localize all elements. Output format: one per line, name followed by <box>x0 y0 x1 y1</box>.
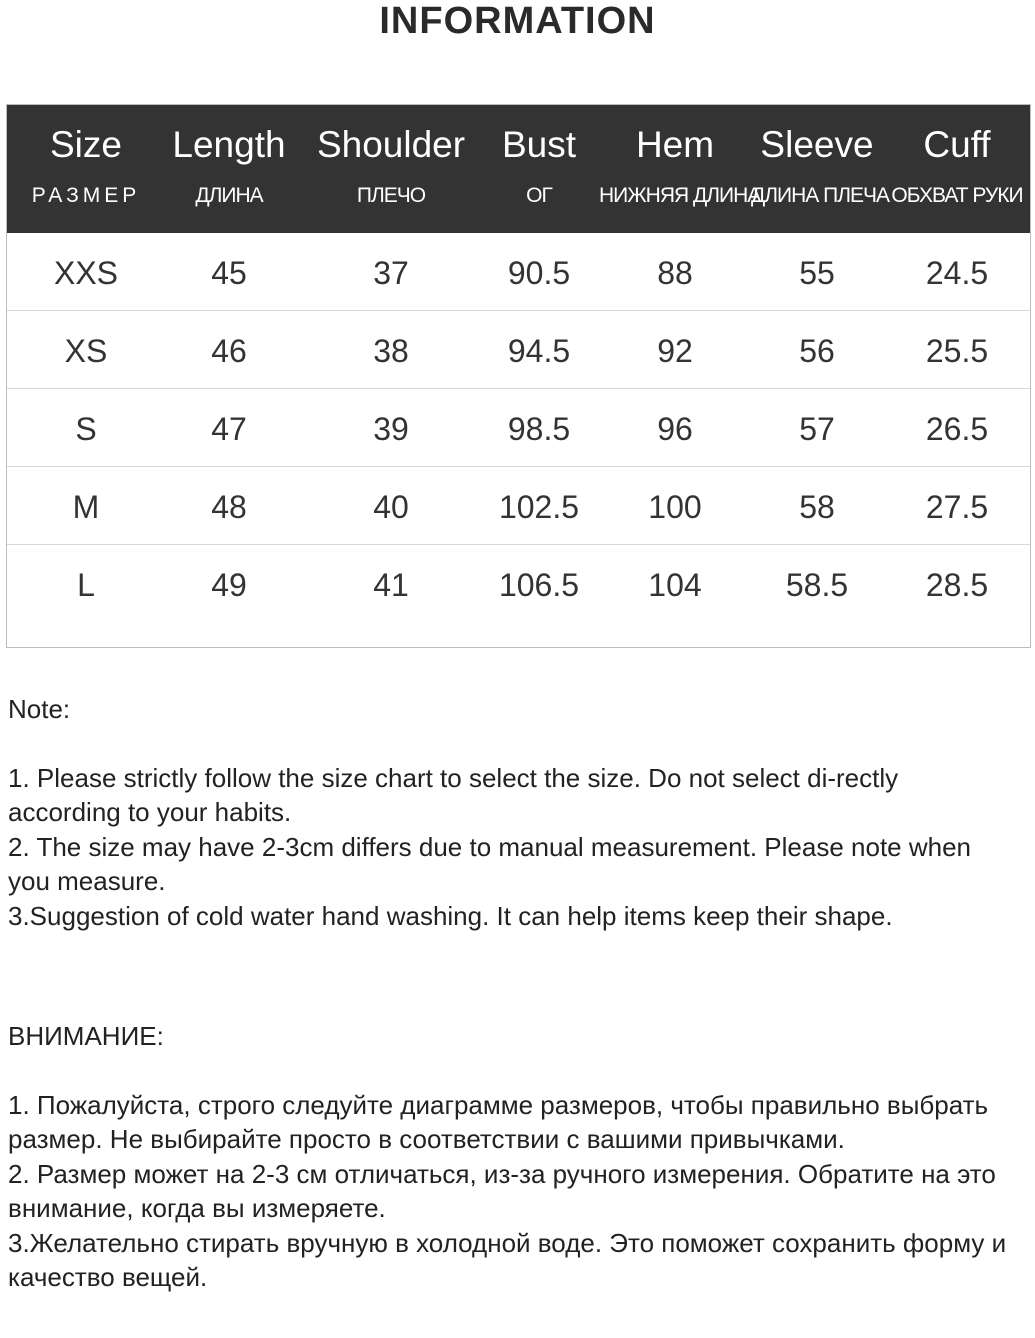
cell-hem: 96 <box>657 411 693 447</box>
cell-shoulder: 38 <box>373 333 409 369</box>
cell-sleeve: 57 <box>799 411 835 447</box>
cell-shoulder: 37 <box>373 255 409 291</box>
table-row <box>7 467 1030 545</box>
note-item: 3.Желательно стирать вручную в холодной воде. Это поможет сохранить форму и качество вещей. <box>8 1227 1007 1292</box>
cell-size: XXS <box>53 255 119 291</box>
cell-hem: 88 <box>657 255 693 291</box>
table-row <box>7 389 1030 467</box>
note-item: 2. The size may have 2-3cm differs due to manual measurement. Please note when you measure. <box>8 831 972 896</box>
cell-cuff: 27.5 <box>925 489 989 525</box>
cell-sleeve: 58 <box>799 489 835 525</box>
cell-length: 49 <box>211 567 247 603</box>
cell-cuff: 24.5 <box>925 255 989 291</box>
header-sleeve <box>751 105 889 233</box>
cell-sleeve: 56 <box>799 333 835 369</box>
header-label-ru: ОБХВАТ РУКИ <box>891 184 1023 207</box>
table-row <box>7 233 1030 311</box>
header-label-en: Sleeve <box>760 124 874 165</box>
header-label-ru: ДЛИНА <box>195 184 263 207</box>
cell-shoulder: 39 <box>373 411 409 447</box>
cell-bust: 98.5 <box>507 411 571 447</box>
note-item: 1. Please strictly follow the size chart to select the size. Do not select di-rectly according to your habits. <box>8 762 899 827</box>
cell-cuff: 26.5 <box>925 411 989 447</box>
cell-hem: 104 <box>648 567 702 603</box>
cell-length: 45 <box>211 255 247 291</box>
cell-cuff: 25.5 <box>925 333 989 369</box>
cell-length: 48 <box>211 489 247 525</box>
cell-shoulder: 41 <box>373 567 409 603</box>
header-label-en: Size <box>50 124 122 165</box>
page-title: INFORMATION <box>379 0 656 42</box>
cell-hem: 100 <box>648 489 702 525</box>
header-label-en: Length <box>172 124 286 165</box>
cell-size: S <box>75 411 97 447</box>
cell-bust: 106.5 <box>498 567 580 603</box>
cell-length: 47 <box>211 411 247 447</box>
note-item: 3.Suggestion of cold water hand washing. It can help items keep their shape. <box>8 900 893 931</box>
cell-size: XS <box>64 333 108 369</box>
cell-bust: 94.5 <box>507 333 571 369</box>
header-length <box>165 105 293 233</box>
cell-bust: 102.5 <box>498 489 580 525</box>
cell-cuff: 28.5 <box>925 567 989 603</box>
cell-bust: 90.5 <box>507 255 571 291</box>
cell-sleeve: 55 <box>799 255 835 291</box>
header-label-en: Bust <box>501 124 577 165</box>
header-shoulder <box>307 105 475 233</box>
header-label-en: Hem <box>635 124 715 165</box>
cell-size: L <box>77 567 95 603</box>
header-label-ru: ДЛИНА ПЛЕЧА <box>751 184 889 207</box>
header-label-ru: ПЛЕЧО <box>356 184 426 207</box>
table-row <box>7 545 1030 623</box>
header-cuff <box>887 105 1027 233</box>
header-bust <box>475 105 603 233</box>
header-hem <box>599 105 761 233</box>
notes-heading: Note: <box>8 694 71 724</box>
size-chart-table <box>6 104 1031 648</box>
notes-ru <box>8 1019 1018 1295</box>
header-label-ru: РАЗМЕР <box>31 184 141 207</box>
notes-heading: ВНИМАНИЕ: <box>8 1021 164 1051</box>
header-label-ru: НИЖНЯЯ ДЛИНА <box>599 184 761 207</box>
cell-hem: 92 <box>657 333 693 369</box>
cell-sleeve: 58.5 <box>785 567 849 603</box>
header-label-en: Shoulder <box>316 124 466 165</box>
cell-size: M <box>72 489 100 525</box>
cell-length: 46 <box>211 333 247 369</box>
header-label-en: Cuff <box>923 124 991 165</box>
note-item: 2. Размер может на 2-3 см отличаться, из-за ручного измерения. Обратите на это внимание, когда вы измеряете. <box>8 1158 996 1223</box>
cell-shoulder: 40 <box>373 489 409 525</box>
table-header <box>7 105 1030 233</box>
notes-en <box>8 692 1018 933</box>
note-item: 1. Пожалуйста, строго следуйте диаграмме размеров, чтобы правильно выбрать размер. Не выбирайте просто в соответствии с вашими привычками. <box>8 1089 989 1154</box>
table-row <box>7 311 1030 389</box>
header-size <box>7 105 165 233</box>
header-label-ru: ОГ <box>526 184 552 207</box>
